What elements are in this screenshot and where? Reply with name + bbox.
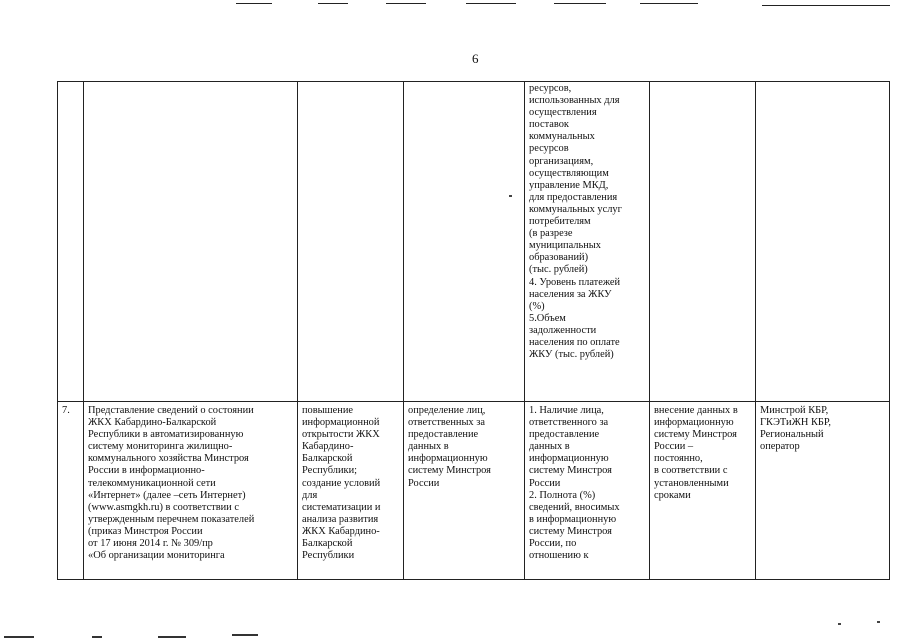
row-number-cell: 7. — [58, 402, 84, 580]
table-row — [58, 82, 890, 402]
measure-cell: Представление сведений о состоянии ЖКХ Кабардино-Балкарской Республики в автоматизированную систему мониторинга жилищно- коммунального хозяйства Минстроя России в информационно- телекоммуникационной сети «Интернет» (далее –сеть Интернет) (www.asmgkh.ru) в соответствии с утвержденным перечнем показателей (приказ Минстроя России от 17 июня 2014 г. № 309/пр «Об организации мониторинга — [84, 402, 298, 580]
purpose-cell: повышение информационной открытости ЖКХ Кабардино- Балкарской Республики; создание условий для систематизации и анализа развития ЖКХ Кабардино- Балкарской Республики — [298, 402, 404, 580]
responsible-cell — [756, 82, 890, 402]
header-rule — [640, 3, 698, 4]
header-rule — [236, 3, 272, 4]
measure-cell — [84, 82, 298, 402]
row-number-cell — [58, 82, 84, 402]
footer-mark — [158, 636, 186, 638]
header-rule — [318, 3, 348, 4]
footer-mark — [4, 636, 34, 638]
action-cell: определение лиц, ответственных за предоставление данных в информационную систему Минстроя России — [404, 402, 525, 580]
header-rule — [762, 5, 890, 6]
indicators-cell: 1. Наличие лица, ответственного за предоставление данных в информационную систему Минстроя России 2. Полнота (%) сведений, вносимых в информационную систему Минстроя России, по отношению к — [525, 402, 650, 580]
indicators-cell: ресурсов, использованных для осуществления поставок коммунальных ресурсов организациям, осуществляющим управление МКД, для предоставления коммунальных услуг потребителям (в разрезе муниципальных образований) (тыс. рублей) 4. Уровень платежей населения за ЖКУ (%) 5.Объем задолженности населения по оплате ЖКУ (тыс. рублей) — [525, 82, 650, 402]
footer-mark — [232, 634, 258, 636]
responsible-cell: Минстрой КБР, ГКЭТиЖН КБР, Региональный оператор — [756, 402, 890, 580]
scan-speck — [838, 623, 841, 625]
purpose-cell — [298, 82, 404, 402]
footer-mark — [92, 636, 102, 638]
deadline-cell — [650, 82, 756, 402]
scan-speck — [877, 621, 880, 623]
scan-speck — [509, 195, 512, 197]
header-rule — [386, 3, 426, 4]
header-rule — [466, 3, 516, 4]
action-cell — [404, 82, 525, 402]
plan-table — [57, 81, 890, 580]
table-row — [58, 402, 890, 580]
page-number: 6 — [472, 51, 479, 66]
header-rule — [554, 3, 606, 4]
deadline-cell: внесение данных в информационную систему Минстроя России – постоянно, в соответствии с установленными сроками — [650, 402, 756, 580]
